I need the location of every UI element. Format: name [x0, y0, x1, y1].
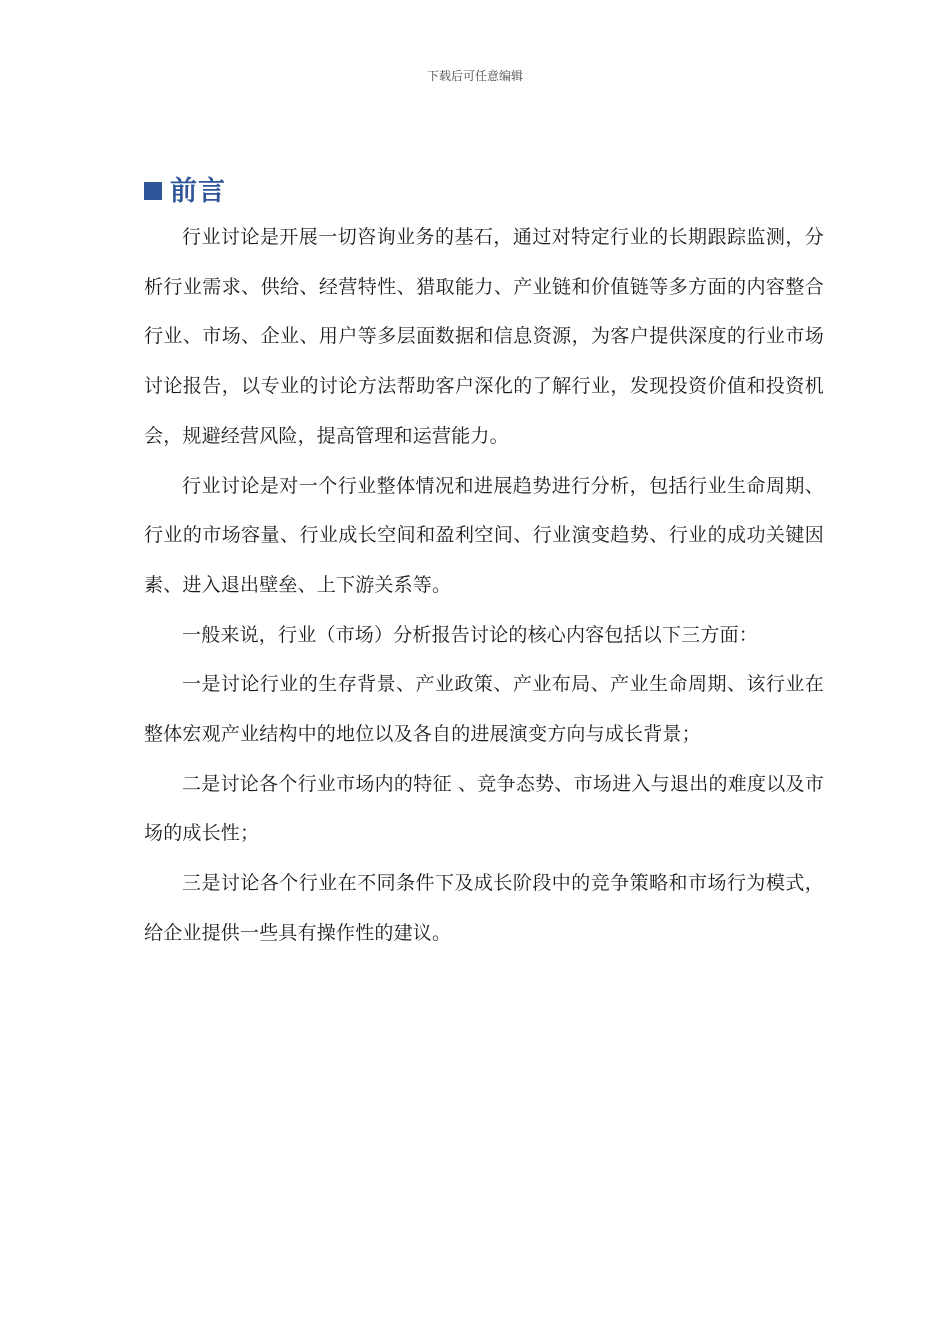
- paragraph: 一是讨论行业的生存背景、产业政策、产业布局、产业生命周期、该行业在整体宏观产业结构中的地位以及各自的进展演变方向与成长背景；: [144, 673, 824, 746]
- square-bullet-icon: [144, 182, 162, 200]
- paragraph: 一般来说，行业（市场）分析报告讨论的核心内容包括以下三方面：: [182, 623, 759, 646]
- section-title: 前言: [170, 175, 226, 207]
- paragraph: 行业讨论是对一个行业整体情况和进展趋势进行分析，包括行业生命周期、行业的市场容量、行业成长空间和盈利空间、行业演变趋势、行业的成功关键因素、进入退出壁垒、上下游关系等。: [144, 474, 824, 596]
- paragraph: 三是讨论各个行业在不同条件下及成长阶段中的竞争策略和市场行为模式，给企业提供一些具有操作性的建议。: [144, 872, 824, 944]
- document-body: [144, 213, 824, 959]
- paragraph: 二是讨论各个行业市场内的特征 、竞争态势、市场进入与退出的难度以及市场的成长性；: [144, 772, 824, 845]
- paragraph: 行业讨论是开展一切咨询业务的基石，通过对特定行业的长期跟踪监测，分析行业需求、供给、经营特性、猎取能力、产业链和价值链等多方面的内容整合行业、市场、企业、用户等多层面数据和信息资源，为客户提供深度的行业市场讨论报告，以专业的讨论方法帮助客户深化的了解行业，发现投资价值和投资机会，规避经营风险，提高管理和运营能力。: [144, 226, 824, 447]
- header-note: 下载后可任意编辑: [426, 69, 523, 83]
- section-heading: [144, 168, 226, 208]
